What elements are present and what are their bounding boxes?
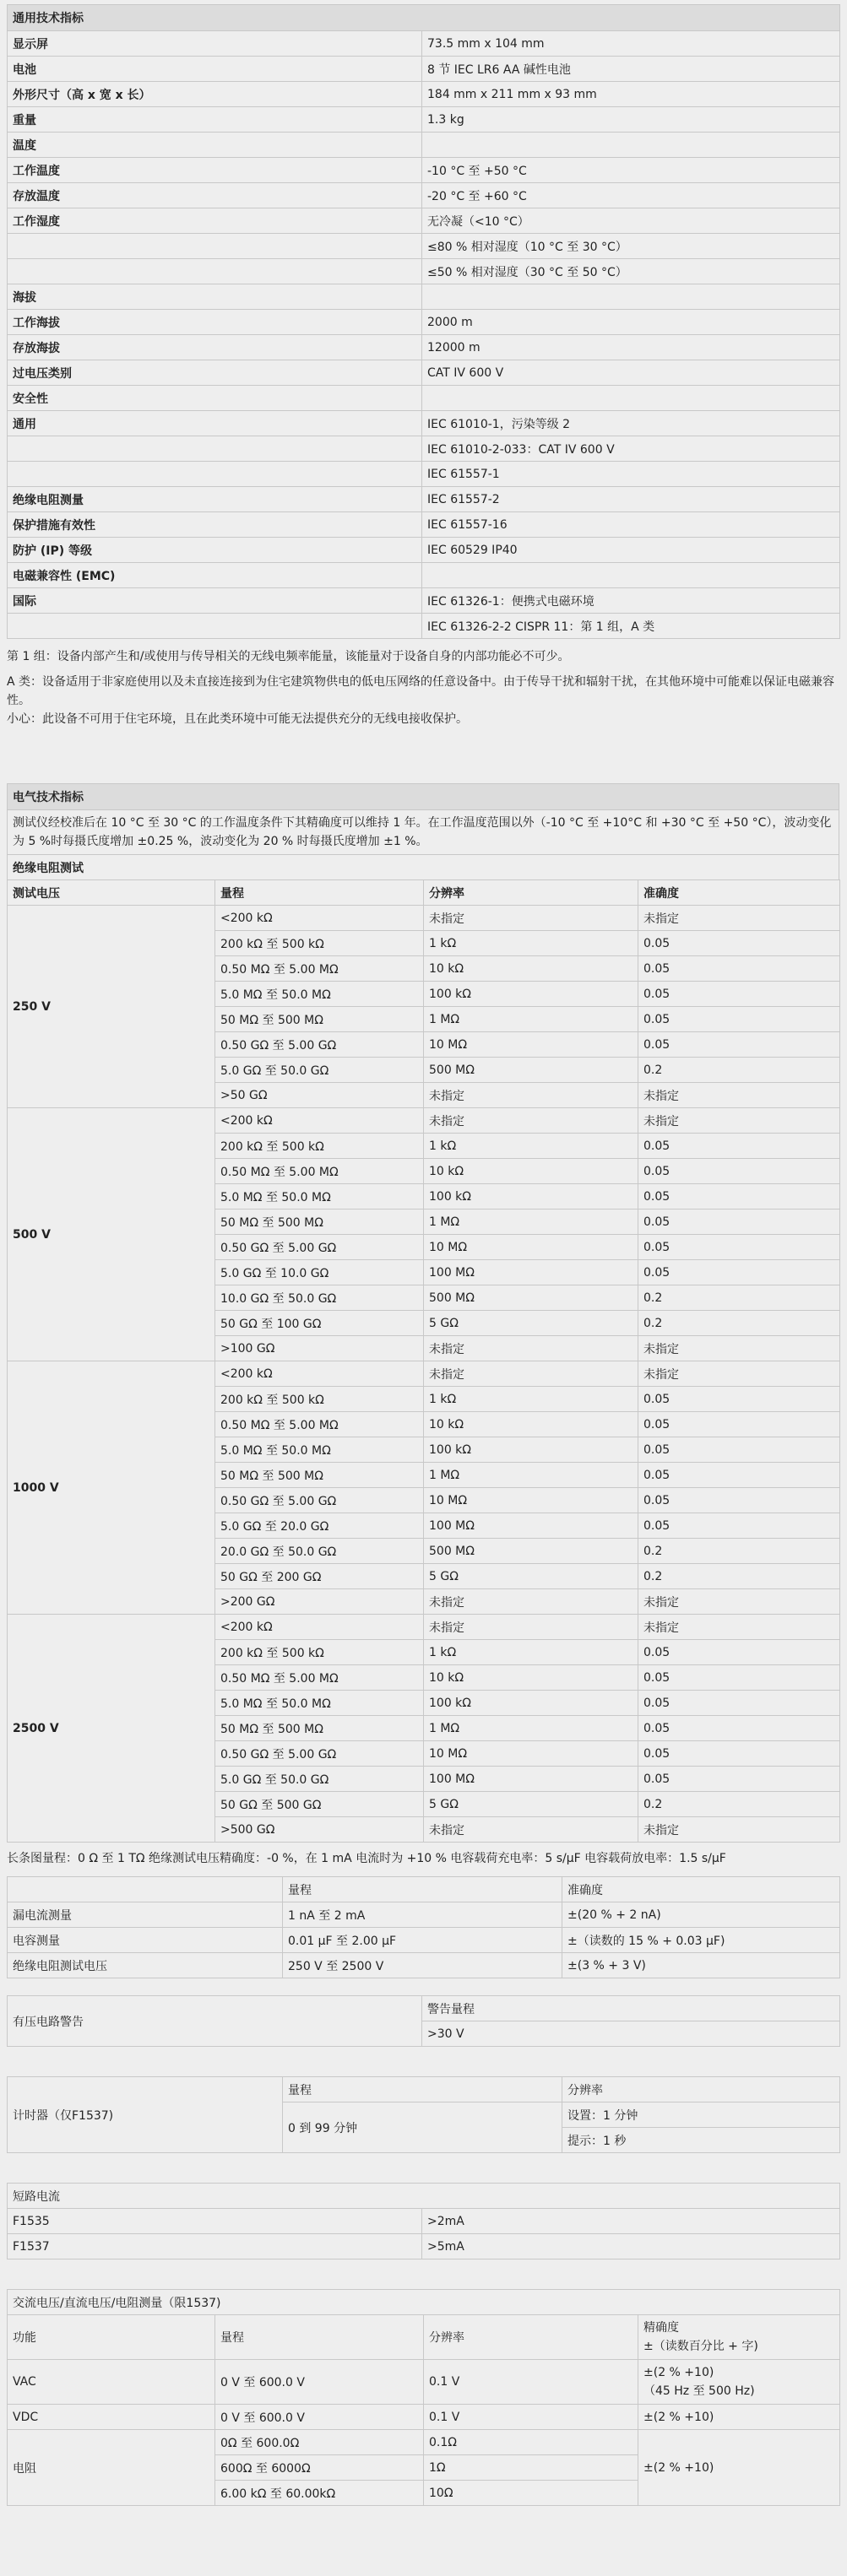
ins-accuracy: 0.05: [638, 1260, 840, 1285]
spec-label: 存放海拔: [8, 335, 422, 360]
insulation-row: [8, 1615, 840, 1640]
spec-value: 12000 m: [422, 335, 840, 360]
model-label: F1537: [8, 2234, 422, 2259]
ins-resolution: 10 MΩ: [424, 1032, 638, 1058]
leak-label: 漏电流测量: [8, 1902, 283, 1928]
ins-accuracy: 0.2: [638, 1311, 840, 1336]
ins-range: >200 GΩ: [215, 1589, 424, 1615]
spec-label: 存放温度: [8, 183, 422, 208]
resistance-label: 电阻: [8, 2430, 215, 2506]
vac-range: 0 V 至 600.0 V: [215, 2360, 424, 2405]
spec-label: 国际: [8, 588, 422, 614]
spec-value: [422, 284, 840, 310]
ins-range: 5.0 MΩ 至 50.0 MΩ: [215, 982, 424, 1007]
ins-resolution: 10 kΩ: [424, 1159, 638, 1184]
spec-value: ≤50 % 相对湿度（30 °C 至 50 °C）: [422, 259, 840, 284]
ins-accuracy: 0.05: [638, 1007, 840, 1032]
spec-value: 73.5 mm x 104 mm: [422, 31, 840, 57]
leak-accuracy: ±（读数的 15 % + 0.03 μF): [562, 1928, 840, 1953]
ins-resolution: 100 kΩ: [424, 1691, 638, 1716]
acdc-header-function: 功能: [8, 2315, 215, 2360]
ins-range: 0.50 GΩ 至 5.00 GΩ: [215, 1488, 424, 1513]
ins-accuracy: 0.05: [638, 1235, 840, 1260]
ins-resolution: 未指定: [424, 1615, 638, 1640]
ins-range: 50 GΩ 至 200 GΩ: [215, 1564, 424, 1589]
spec-label: 工作海拔: [8, 310, 422, 335]
acdc-accuracy-title: 精确度: [643, 2321, 679, 2335]
leak-accuracy: ±(3 % + 3 V): [562, 1953, 840, 1978]
ins-resolution: 1 kΩ: [424, 1640, 638, 1665]
ins-accuracy: 0.05: [638, 1387, 840, 1412]
leak-range: 0.01 μF 至 2.00 μF: [283, 1928, 562, 1953]
spec-label: 通用: [8, 411, 422, 436]
ins-accuracy: 0.05: [638, 1691, 840, 1716]
insulation-row: [8, 906, 840, 931]
spec-value: IEC 60529 IP40: [422, 538, 840, 563]
ins-accuracy: 0.05: [638, 1463, 840, 1488]
ins-accuracy: 0.05: [638, 1032, 840, 1058]
ins-resolution: 100 kΩ: [424, 1437, 638, 1463]
spec-value: IEC 61010-2-033：CAT IV 600 V: [422, 436, 840, 462]
live-warning-header: 警告量程: [422, 1996, 840, 2021]
vac-accuracy-value: ±(2 % +10): [643, 2366, 714, 2379]
timer-range-value: 0 到 99 分钟: [283, 2102, 562, 2153]
ins-range: <200 kΩ: [215, 1108, 424, 1134]
resistance-range: 6.00 kΩ 至 60.00kΩ: [215, 2481, 424, 2506]
leak-accuracy: ±(20 % + 2 nA): [562, 1902, 840, 1928]
acdc-header-range: 量程: [215, 2315, 424, 2360]
spec-label: 显示屏: [8, 31, 422, 57]
ins-range: 50 MΩ 至 500 MΩ: [215, 1716, 424, 1741]
spec-label: 绝缘电阻测量: [8, 487, 422, 512]
ins-header-resolution: 分辨率: [424, 880, 638, 906]
ins-resolution: 100 MΩ: [424, 1260, 638, 1285]
spec-label: [8, 462, 422, 487]
spec-value: [422, 386, 840, 411]
spec-value: IEC 61010-1，污染等级 2: [422, 411, 840, 436]
ins-accuracy: 0.05: [638, 1159, 840, 1184]
spec-label: [8, 436, 422, 462]
ins-range: >50 GΩ: [215, 1083, 424, 1108]
general-specs-section: [7, 4, 839, 728]
ins-accuracy: 未指定: [638, 1108, 840, 1134]
ins-accuracy: 未指定: [638, 1083, 840, 1108]
spec-value: IEC 61557-16: [422, 512, 840, 538]
ins-resolution: 500 MΩ: [424, 1058, 638, 1083]
vdc-range: 0 V 至 600.0 V: [215, 2405, 424, 2430]
acdc-header-resolution: 分辨率: [424, 2315, 638, 2360]
ins-accuracy: 0.2: [638, 1539, 840, 1564]
ins-accuracy: 0.05: [638, 1665, 840, 1691]
resistance-accuracy: ±(2 % +10): [638, 2430, 840, 2506]
spec-label: 保护措施有效性: [8, 512, 422, 538]
spec-label: 海拔: [8, 284, 422, 310]
spec-label: [8, 614, 422, 639]
ins-resolution: 未指定: [424, 1589, 638, 1615]
resistance-range: 600Ω 至 6000Ω: [215, 2455, 424, 2481]
ins-range: 5.0 MΩ 至 50.0 MΩ: [215, 1437, 424, 1463]
ins-range: 50 MΩ 至 500 MΩ: [215, 1007, 424, 1032]
spec-row: [8, 462, 840, 487]
insulation-row: [8, 1108, 840, 1134]
ins-range: 50 MΩ 至 500 MΩ: [215, 1463, 424, 1488]
spec-row: [8, 310, 840, 335]
general-specs-table: [7, 4, 840, 639]
ins-range: 5.0 GΩ 至 10.0 GΩ: [215, 1260, 424, 1285]
spec-row: [8, 512, 840, 538]
leakage-row: [8, 1902, 840, 1928]
acdc-title: 交流电压/直流电压/电阻测量（限1537): [8, 2290, 840, 2315]
ins-range: 5.0 GΩ 至 20.0 GΩ: [215, 1513, 424, 1539]
ins-accuracy: 0.05: [638, 1716, 840, 1741]
spec-label: 工作温度: [8, 158, 422, 183]
spec-value: IEC 61557-2: [422, 487, 840, 512]
spec-row: [8, 107, 840, 133]
ins-range: 200 kΩ 至 500 kΩ: [215, 1134, 424, 1159]
ins-range: 0.50 GΩ 至 5.00 GΩ: [215, 1741, 424, 1767]
spec-value: -20 °C 至 +60 °C: [422, 183, 840, 208]
ins-resolution: 10 MΩ: [424, 1235, 638, 1260]
spec-value: IEC 61326-1：便携式电磁环境: [422, 588, 840, 614]
live-warning-label: 有压电路警告: [8, 1996, 422, 2047]
ins-resolution: 100 MΩ: [424, 1767, 638, 1792]
ins-accuracy: 0.05: [638, 1513, 840, 1539]
ins-resolution: 500 MΩ: [424, 1285, 638, 1311]
ins-accuracy: 0.05: [638, 1488, 840, 1513]
ins-accuracy: 0.2: [638, 1058, 840, 1083]
leak-label: 绝缘电阻测试电压: [8, 1953, 283, 1978]
ins-range: >500 GΩ: [215, 1817, 424, 1843]
ins-resolution: 500 MΩ: [424, 1539, 638, 1564]
test-voltage: 2500 V: [8, 1615, 215, 1843]
spec-row: [8, 57, 840, 82]
ins-accuracy: 0.2: [638, 1792, 840, 1817]
ins-resolution: 10 kΩ: [424, 956, 638, 982]
ins-range: <200 kΩ: [215, 1361, 424, 1387]
spec-row: [8, 183, 840, 208]
spec-row: [8, 386, 840, 411]
spec-value: CAT IV 600 V: [422, 360, 840, 386]
short-circuit-row: [8, 2234, 840, 2259]
electrical-intro-table: [7, 783, 839, 880]
ins-resolution: 未指定: [424, 1336, 638, 1361]
leakage-table: [7, 1876, 840, 1978]
resistance-range: 0Ω 至 600.0Ω: [215, 2430, 424, 2455]
acdc-table: [7, 2289, 840, 2506]
leakage-row: [8, 1928, 840, 1953]
electrical-specs-title: 电气技术指标: [8, 784, 839, 810]
spec-label: 重量: [8, 107, 422, 133]
spec-value: [422, 133, 840, 158]
timer-range-header: 量程: [283, 2077, 562, 2102]
test-voltage: 250 V: [8, 906, 215, 1108]
spec-row: [8, 208, 840, 234]
ins-range: 0.50 GΩ 至 5.00 GΩ: [215, 1032, 424, 1058]
vdc-resolution: 0.1 V: [424, 2405, 638, 2430]
spec-label: 温度: [8, 133, 422, 158]
timer-table: [7, 2076, 840, 2153]
spec-label: [8, 259, 422, 284]
ins-range: 0.50 MΩ 至 5.00 MΩ: [215, 1665, 424, 1691]
ins-resolution: 1 kΩ: [424, 1134, 638, 1159]
timer-label: 计时器（仅F1537): [8, 2077, 283, 2153]
ins-range: 20.0 GΩ 至 50.0 GΩ: [215, 1539, 424, 1564]
spec-label: 工作湿度: [8, 208, 422, 234]
ins-resolution: 未指定: [424, 1108, 638, 1134]
spec-value: 1.3 kg: [422, 107, 840, 133]
ins-resolution: 5 GΩ: [424, 1564, 638, 1589]
timer-res-header: 分辨率: [562, 2077, 840, 2102]
spec-row: [8, 158, 840, 183]
vac-resolution: 0.1 V: [424, 2360, 638, 2405]
vdc-accuracy: ±(2 % +10): [638, 2405, 840, 2430]
spec-row: [8, 436, 840, 462]
test-voltage: 500 V: [8, 1108, 215, 1361]
resistance-resolution: 10Ω: [424, 2481, 638, 2506]
spec-row: [8, 82, 840, 107]
ins-range: 0.50 GΩ 至 5.00 GΩ: [215, 1235, 424, 1260]
ins-range: 50 GΩ 至 100 GΩ: [215, 1311, 424, 1336]
spec-row: [8, 31, 840, 57]
leak-range: 1 nA 至 2 mA: [283, 1902, 562, 1928]
spec-value: 2000 m: [422, 310, 840, 335]
ins-accuracy: 0.05: [638, 1134, 840, 1159]
short-circuit-title: 短路电流: [8, 2184, 840, 2209]
ins-range: 5.0 MΩ 至 50.0 MΩ: [215, 1184, 424, 1210]
ins-resolution: 未指定: [424, 906, 638, 931]
ins-accuracy: 0.05: [638, 1767, 840, 1792]
general-specs-title: 通用技术指标: [8, 5, 840, 31]
resistance-resolution: 0.1Ω: [424, 2430, 638, 2455]
resistance-resolution: 1Ω: [424, 2455, 638, 2481]
insulation-row: [8, 1361, 840, 1387]
ins-resolution: 10 MΩ: [424, 1741, 638, 1767]
spec-row: [8, 259, 840, 284]
ins-accuracy: 0.05: [638, 1210, 840, 1235]
leakage-row: [8, 1953, 840, 1978]
spec-row: [8, 411, 840, 436]
electrical-intro: 测试仪经校准后在 10 °C 至 30 °C 的工作温度条件下其精确度可以维持 1 年。在工作温度范围以外（-10 °C 至 +10°C 和 +30 °C 至 +50 °C），波动变化为 5 %时每摄氏度增加 ±0.25 %，波动变化为 20 % 时每摄氏度增加 ±1 %。: [8, 810, 839, 855]
ins-range: 10.0 GΩ 至 50.0 GΩ: [215, 1285, 424, 1311]
spec-value: 184 mm x 211 mm x 93 mm: [422, 82, 840, 107]
ins-accuracy: 0.05: [638, 1741, 840, 1767]
ins-resolution: 100 kΩ: [424, 982, 638, 1007]
ins-accuracy: 未指定: [638, 1361, 840, 1387]
spec-row: [8, 487, 840, 512]
ins-accuracy: 未指定: [638, 906, 840, 931]
general-notes: [7, 647, 839, 728]
ins-accuracy: 0.05: [638, 1412, 840, 1437]
ins-resolution: 5 GΩ: [424, 1792, 638, 1817]
ins-range: 200 kΩ 至 500 kΩ: [215, 1640, 424, 1665]
insulation-test-title: 绝缘电阻测试: [8, 855, 839, 880]
leak-header-blank: [8, 1877, 283, 1902]
leak-range: 250 V 至 2500 V: [283, 1953, 562, 1978]
ins-resolution: 1 kΩ: [424, 1387, 638, 1412]
model-label: F1535: [8, 2209, 422, 2234]
ins-accuracy: 0.05: [638, 1640, 840, 1665]
ins-range: 200 kΩ 至 500 kΩ: [215, 931, 424, 956]
short-circuit-row: [8, 2209, 840, 2234]
timer-res-prompt: 提示：1 秒: [562, 2128, 840, 2153]
vac-accuracy-freq: （45 Hz 至 500 Hz): [643, 2384, 755, 2398]
acdc-accuracy-subtitle: ±（读数百分比 + 字): [643, 2340, 758, 2353]
short-circuit-value: >2mA: [422, 2209, 840, 2234]
note-classA: A 类：设备适用于非家庭使用以及未直接连接到为住宅建筑物供电的低电压网络的任意设备中。由于传导干扰和辐射干扰，在其他环境中可能难以保证电磁兼容性。: [7, 675, 835, 707]
ins-accuracy: 0.05: [638, 1437, 840, 1463]
spec-row: [8, 335, 840, 360]
spec-row: [8, 538, 840, 563]
timer-res-setting: 设置：1 分钟: [562, 2102, 840, 2128]
note-group1: 第 1 组：设备内部产生和/或使用与传导相关的无线电频率能量，该能量对于设备自身的内部功能必不可少。: [7, 650, 570, 663]
ins-accuracy: 0.05: [638, 931, 840, 956]
ins-range: 0.50 MΩ 至 5.00 MΩ: [215, 1412, 424, 1437]
ins-range: 0.50 MΩ 至 5.00 MΩ: [215, 1159, 424, 1184]
leak-header-accuracy: 准确度: [562, 1877, 840, 1902]
insulation-table: [7, 879, 840, 1843]
spec-label: [8, 234, 422, 259]
ins-resolution: 1 MΩ: [424, 1210, 638, 1235]
ins-resolution: 1 MΩ: [424, 1463, 638, 1488]
ins-accuracy: 0.2: [638, 1564, 840, 1589]
electrical-specs-section: [7, 783, 839, 2506]
spec-label: 过电压类别: [8, 360, 422, 386]
short-circuit-table: [7, 2183, 840, 2259]
ins-range: 200 kΩ 至 500 kΩ: [215, 1387, 424, 1412]
test-voltage: 1000 V: [8, 1361, 215, 1615]
ins-resolution: 1 kΩ: [424, 931, 638, 956]
spec-value: ≤80 % 相对湿度（10 °C 至 30 °C）: [422, 234, 840, 259]
spec-value: [422, 563, 840, 588]
spec-label: 电磁兼容性 (EMC): [8, 563, 422, 588]
ins-range: <200 kΩ: [215, 906, 424, 931]
ins-range: >100 GΩ: [215, 1336, 424, 1361]
ins-resolution: 5 GΩ: [424, 1311, 638, 1336]
spec-row: [8, 588, 840, 614]
vdc-label: VDC: [8, 2405, 215, 2430]
ins-accuracy: 未指定: [638, 1589, 840, 1615]
spec-label: 安全性: [8, 386, 422, 411]
ins-range: 5.0 GΩ 至 50.0 GΩ: [215, 1767, 424, 1792]
ins-resolution: 10 MΩ: [424, 1488, 638, 1513]
ins-accuracy: 未指定: [638, 1615, 840, 1640]
spec-row: [8, 360, 840, 386]
ins-resolution: 未指定: [424, 1083, 638, 1108]
spec-label: 防护 (IP) 等级: [8, 538, 422, 563]
ins-range: 5.0 MΩ 至 50.0 MΩ: [215, 1691, 424, 1716]
ins-accuracy: 0.05: [638, 956, 840, 982]
ins-range: 5.0 GΩ 至 50.0 GΩ: [215, 1058, 424, 1083]
ins-accuracy: 0.2: [638, 1285, 840, 1311]
ins-accuracy: 0.05: [638, 982, 840, 1007]
spec-row: [8, 563, 840, 588]
ins-header-range: 量程: [215, 880, 424, 906]
spec-value: IEC 61557-1: [422, 462, 840, 487]
ins-header-voltage: 测试电压: [8, 880, 215, 906]
ins-accuracy: 未指定: [638, 1817, 840, 1843]
ins-range: <200 kΩ: [215, 1615, 424, 1640]
spec-value: -10 °C 至 +50 °C: [422, 158, 840, 183]
leak-label: 电容测量: [8, 1928, 283, 1953]
vac-label: VAC: [8, 2360, 215, 2405]
spec-value: IEC 61326-2-2 CISPR 11：第 1 组，A 类: [422, 614, 840, 639]
spec-label: 电池: [8, 57, 422, 82]
spec-value: 无冷凝（<10 °C）: [422, 208, 840, 234]
vac-accuracy: [638, 2360, 840, 2405]
ins-accuracy: 未指定: [638, 1336, 840, 1361]
ins-resolution: 10 kΩ: [424, 1665, 638, 1691]
spec-row: [8, 234, 840, 259]
spec-row: [8, 284, 840, 310]
ins-range: 50 MΩ 至 500 MΩ: [215, 1210, 424, 1235]
ins-resolution: 未指定: [424, 1361, 638, 1387]
spec-value: 8 节 IEC LR6 AA 碱性电池: [422, 57, 840, 82]
ins-resolution: 未指定: [424, 1817, 638, 1843]
live-warning-table: [7, 1995, 840, 2047]
ins-header-accuracy: 准确度: [638, 880, 840, 906]
longscale-note: 长条图量程：0 Ω 至 1 TΩ 绝缘测试电压精确度：-0 %，在 1 mA 电流时为 +10 % 电容载荷充电率：5 s/μF 电容载荷放电率：1.5 s/μF: [7, 1852, 726, 1865]
leak-header-range: 量程: [283, 1877, 562, 1902]
acdc-header-accuracy: [638, 2315, 840, 2360]
live-warning-value: >30 V: [422, 2021, 840, 2047]
ins-accuracy: 0.05: [638, 1184, 840, 1210]
ins-resolution: 10 kΩ: [424, 1412, 638, 1437]
ins-resolution: 1 MΩ: [424, 1007, 638, 1032]
spec-row: [8, 133, 840, 158]
note-caution: 小心：此设备不可用于住宅环境，且在此类环境中可能无法提供充分的无线电接收保护。: [7, 712, 468, 726]
ins-range: 50 GΩ 至 500 GΩ: [215, 1792, 424, 1817]
spec-row: [8, 614, 840, 639]
ins-resolution: 100 MΩ: [424, 1513, 638, 1539]
short-circuit-value: >5mA: [422, 2234, 840, 2259]
ins-resolution: 100 kΩ: [424, 1184, 638, 1210]
spec-label: 外形尺寸（高 x 宽 x 长）: [8, 82, 422, 107]
ins-range: 0.50 MΩ 至 5.00 MΩ: [215, 956, 424, 982]
ins-resolution: 1 MΩ: [424, 1716, 638, 1741]
